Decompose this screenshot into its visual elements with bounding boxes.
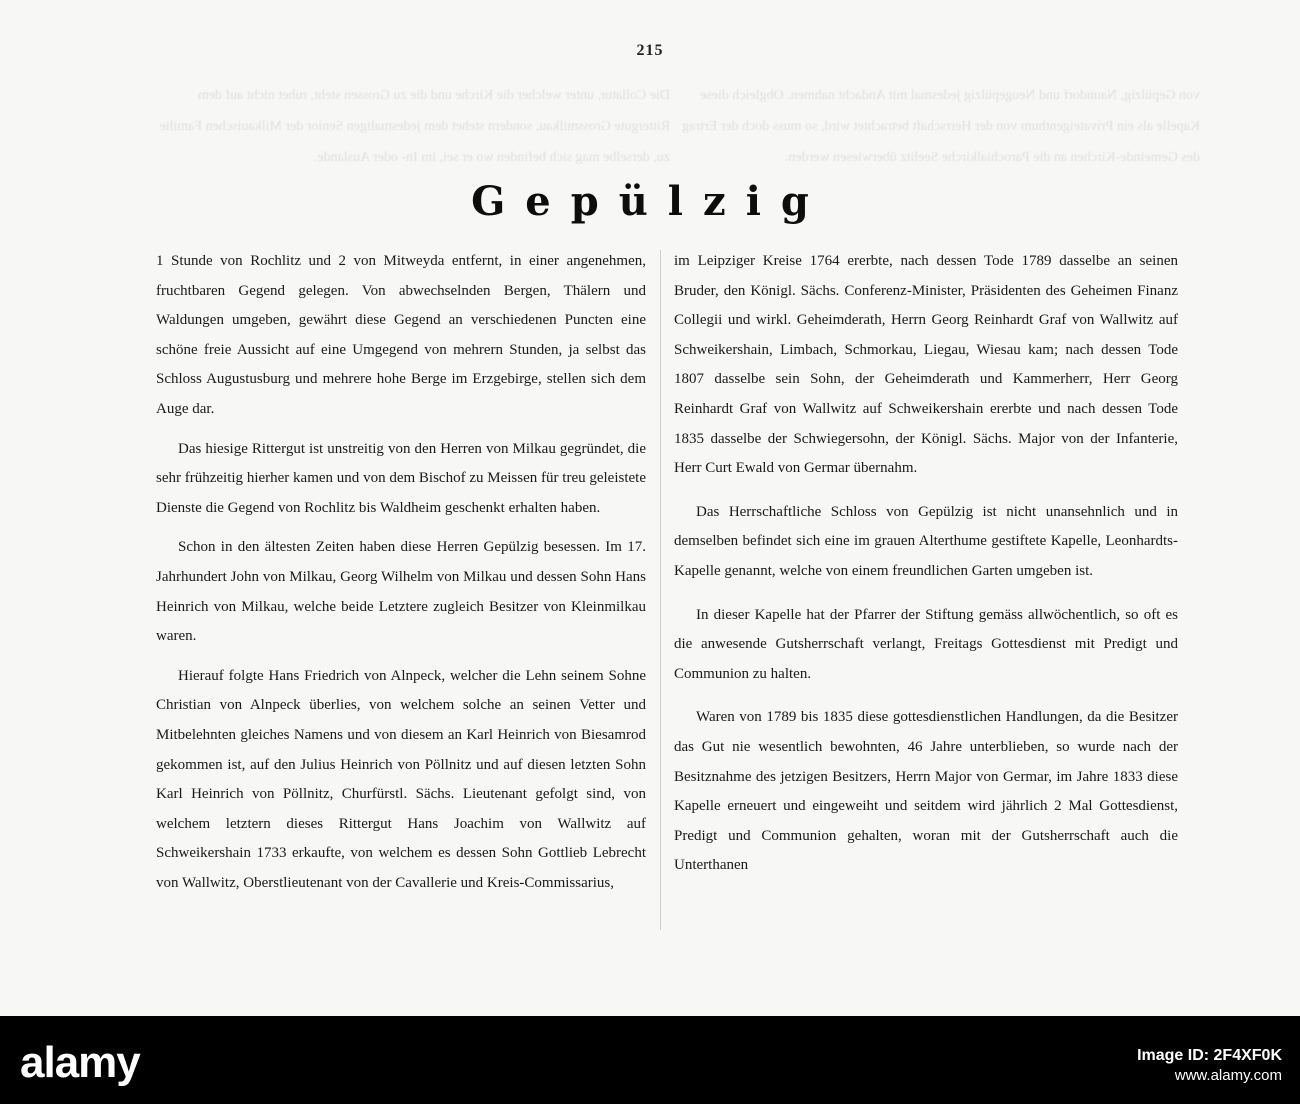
paragraph: Waren von 1789 bis 1835 diese gottesdienstlichen Handlungen, da die Besitzer das Gut nie wesentlich bewohnten, 46 Jahre unterblieben, so wurde nach der Besitznahme des jetzigen Besitzers, Herrn Major von Germar, im Jahre 1833 diese Kapelle erneuert und eingeweiht und seitdem wird jährlich 2 Mal Gottesdienst, Predigt und Communion gehalten, woran mit der Gutsherrschaft auch die Unterthanen (674, 709, 1178, 874)
page-title: Gepülzig (471, 178, 829, 225)
bleed-through-left: Die Collatur, unter welcher die Kirche und die zu Grossen steht, ruhet nicht auf dem Rittergute Grossmilkau, sondern stehet dem jedesmaligen Senior der Milkauischen Familie zu, derselbe mag sich befinden wo er sei, im In- oder Auslande. (159, 88, 670, 165)
watermark-footer (0, 1016, 1300, 1104)
bleed-through-right: von Gepülzig, Naundorf und Neugepülzig jedesmal mit Andacht nahmen. Obgleich diese Kapelle als ein Privateigenthum von der Herrschaft betrachtet wird, so muss doch der Ertrag des Gemeinde-Kirchen an die Parochialkirche Seelitz überwiesen werden. (682, 88, 1200, 165)
column-divider (660, 250, 661, 930)
right-text-column (674, 247, 1178, 891)
paragraph: im Leipziger Kreise 1764 ererbte, nach dessen Tode 1789 dasselbe an seinen Bruder, den Königl. Sächs. Conferenz-Minister, Präsidenten des Geheimen Finanz Collegii und wirkl. Geheimderath, Herrn Georg Reinhardt Graf von Wallwitz auf Schweikershain, Limbach, Schmorkau, Liegau, Wiesau kam; nach dessen Tode 1807 dasselbe sein Sohn, der Geheimderath und Kammerherr, Herr Georg Reinhardt Graf von Wallwitz auf Schweikershain ererbte und nach dessen Tode 1835 dasselbe der Schwiegersohn, der Königl. Sächs. Major von der Infanterie, Herr Curt Ewald von Germar übernahm. (674, 253, 1178, 477)
site-url: www.alamy.com (1174, 1067, 1282, 1084)
paragraph: 1 Stunde von Rochlitz und 2 von Mitweyda entfernt, in einer angenehmen, fruchtbaren Gegend gelegen. Von abwechselnden Bergen, Thälern und Waldungen umgeben, gewährt diese Gegend an verschiedenen Puncten eine schöne freie Aussicht auf eine Umgegend von mehrern Stunden, ja selbst das Schloss Augustusburg und mehrere hohe Berge im Erzgebirge, stellen sich dem Auge dar. (156, 253, 646, 417)
paragraph: Das Herrschaftliche Schloss von Gepülzig ist nicht unansehnlich und in demselben befindet sich eine im grauen Alterthume gestiftete Kapelle, Leonhardts-Kapelle genannt, welche von einem freundlichen Garten umgeben ist. (674, 503, 1178, 579)
paragraph: Hierauf folgte Hans Friedrich von Alnpeck, welcher die Lehn seinem Sohne Christian von Alnpeck überlies, von welchem solche an seinen Vetter und Mitbelehnten gleiches Namens und von diesem an Karl Heinrich von Biesamrod gekommen ist, auf den Julius Heinrich von Pöllnitz und auf diesen letzten Sohn Karl Heinrich von Pöllnitz, Churfürstl. Sächs. Lieutenant gefolgt sind, von welchem letztern dieses Rittergut Hans Joachim von Wallwitz auf Schweikershain 1733 erkaufte, von welchem es dessen Sohn Gottlieb Lebrecht von Wallwitz, Oberstlieutenant von der Cavallerie und Kreis-Commissarius, (156, 667, 646, 891)
paragraph: Das hiesige Rittergut ist unstreitig von den Herren von Milkau gegründet, die sehr frühzeitig hierher kamen und von dem Bischof zu Meissen für treu geleistete Dienste die Gegend von Rochlitz bis Waldheim geschenkt erhalten haben. (156, 440, 646, 516)
paragraph: Schon in den ältesten Zeiten haben diese Herren Gepülzig besessen. Im 17. Jahrhundert John von Milkau, Georg Wilhelm von Milkau und dessen Sohn Hans Heinrich von Milkau, welche beide Letztere zugleich Besitzer von Kleinmilkau waren. (156, 539, 646, 645)
image-id-block (1137, 1046, 1282, 1086)
paragraph: In dieser Kapelle hat der Pfarrer der Stiftung gemäss allwöchentlich, so oft es die anwesende Gutsherrschaft verlangt, Freitags Gottesdienst mit Predigt und Communion zu halten. (674, 606, 1178, 682)
page-number: 215 (636, 42, 664, 59)
brand-logo: alamy (20, 1038, 140, 1087)
image-id: Image ID: 2F4XF0K (1137, 1047, 1282, 1064)
left-text-column (156, 247, 646, 908)
